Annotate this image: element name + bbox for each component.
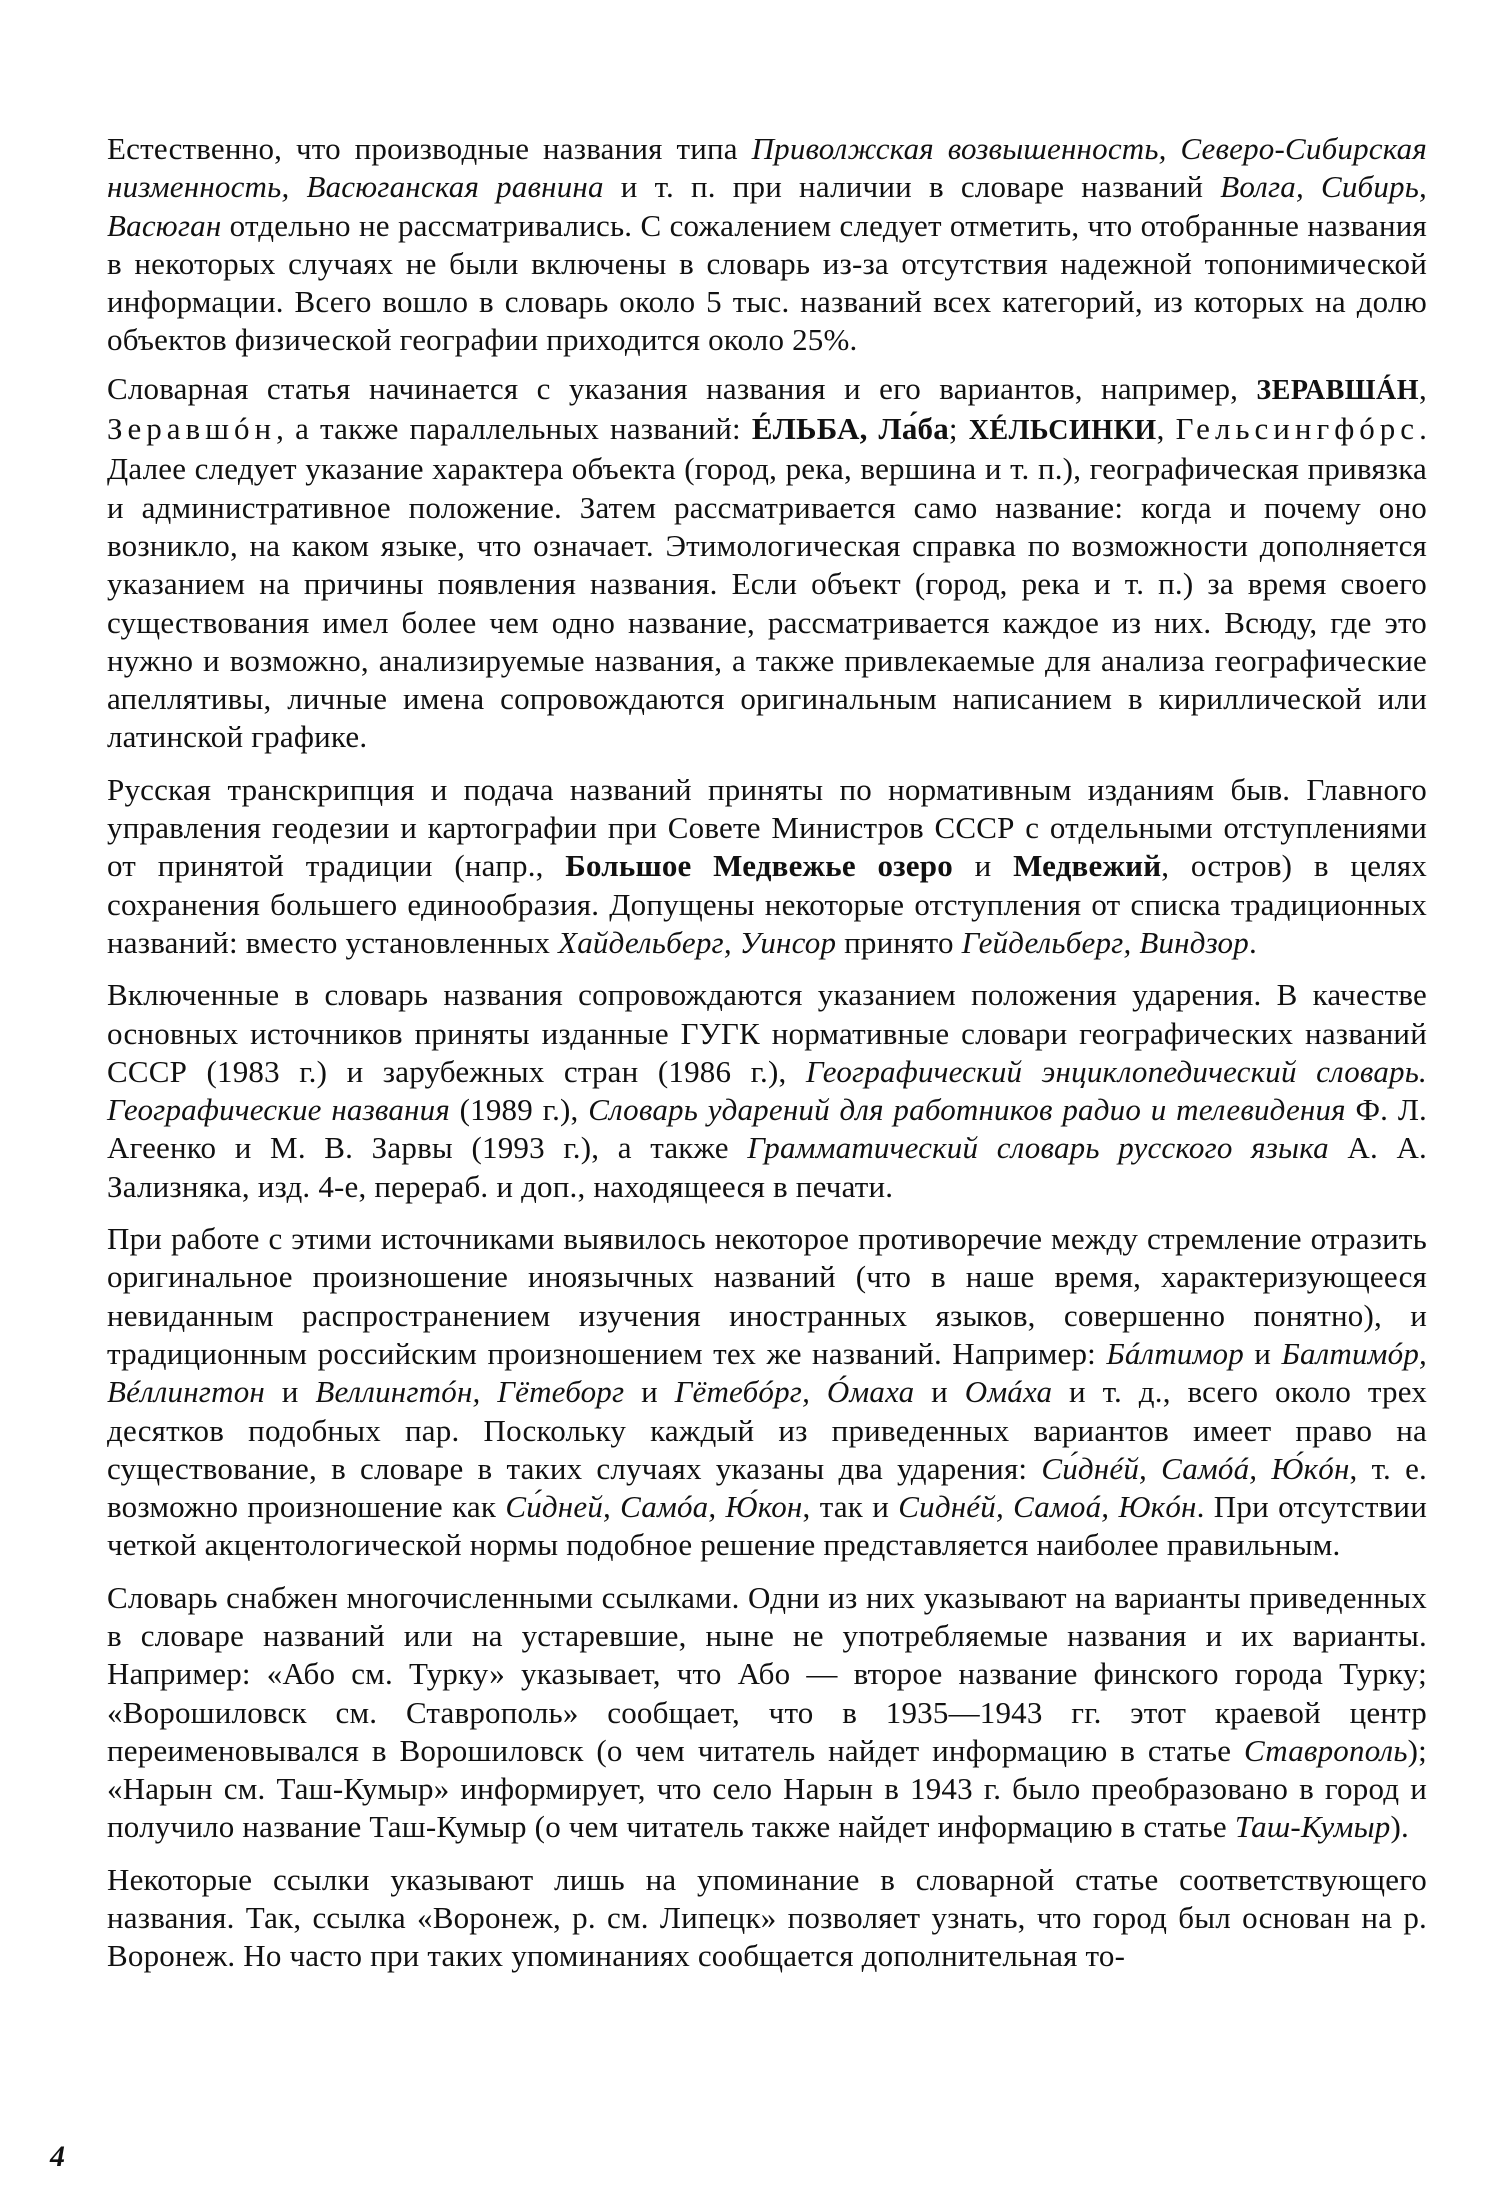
paragraph-5: При работе с этими источниками выявилось некоторое противоречие между стремление отразить оригинальное произношение иноязычных названий (что в наше время, характеризующееся невиданным распространением изучения иностранных языков, совершенно понятно), и традиционным российским произношением тех же названий. Например: Бáлтимор и Балтимóр, Вéллингтон и Веллингтóн, Гётеборг и Гётебóрг, Óмаха и Омáха и т. д., всего около трех десятков подобных пар. Поскольку каждый из приведенных вариантов имеет право на существование, в словаре в таких случаях указаны два ударения: Си́днéй, Самóá, Ю́кóн, т. е. возможно произношение как Си́дней, Самóа, Ю́кон, так и Сиднéй, Самоá, Юкóн. При отсутствии четкой акцентологической нормы подобное решение представляется наиболее правильным. [107, 1221, 1427, 1563]
page-number: 4 [50, 2140, 65, 2173]
paragraph-4: Включенные в словарь названия сопровождаются указанием положения ударения. В качестве основных источников приняты изданные ГУГК нормативные словари географических названий СССР (1983 г.) и зарубежных стран (1986 г.), Географический энциклопедический словарь. Географические названия (1989 г.), Словарь ударений для работников радио и телевидения Ф. Л. Агеенко и М. В. Зарвы (1993 г.), а также Грамматический словарь русского языка А. А. Зализняка, изд. 4-е, перераб. и доп., находящееся в печати. [107, 977, 1428, 1204]
paragraph-6: Словарь снабжен многочисленными ссылками. Одни из них указывают на варианты приведенных в словаре названий или на устаревшие, ныне не употребляемые названия и их варианты. Например: «Або см. Турку» указывает, что Або — второе название финского города Турку; «Ворошиловск см. Ставрополь» сообщает, что в 1935—1943 гг. этот краевой центр переименовывался в Ворошиловск (о чем читатель найдет информацию в статье Ставрополь); «Нарын см. Таш-Кумыр» информирует, что село Нарын в 1943 г. было преобразовано в город и получило название Таш-Кумыр (о чем читатель также найдет информацию в статье Таш-Кумыр). [107, 1579, 1427, 1845]
paragraph-7: Некоторые ссылки указывают лишь на упоминание в словарной статье соответствующего названия. Так, ссылка «Воронеж, р. см. Липецк» позволяет узнать, что город был основан на р. Воронеж. Но часто при таких упоминаниях сообщается дополнительная то- [107, 1861, 1427, 1974]
paragraph-3: Русская транскрипция и подача названий приняты по нормативным изданиям быв. Главного управления геодезии и картографии при Совете Министров СССР с отдельными отступлениями от принятой традиции (напр., Большое Медвежье озеро и Медвежий, остров) в целях сохранения большего единообразия. Допущены некоторые отступления от списка традиционных названий: вместо установленных Хайдельберг, Уинсор принято Гейдельберг, Виндзор. [107, 771, 1427, 960]
paragraph-2: Словарная статья начинается с указания названия и его вариантов, например, ЗЕРАВШÁН, Зеравшóн, а также параллельных названий: ÉЛЬБА, Ла́ба; ХÉЛЬСИНКИ, Гельсингфóрс. Далее следует указание характера объекта (город, река, вершина и т. п.), географическая привязка и административное положение. Затем рассматривается само название: когда и почему оно возникло, на каком языке, что означает. Этимологическая справка по возможности дополняется указанием на причины появления названия. Если объект (город, река и т. п.) за время своего существования имел более чем одно название, рассматривается каждое из них. Всюду, где это нужно и возможно, анализируемые названия, а также привлекаемые для анализа географические апеллятивы, личные имена сопровождаются оригинальным написанием в кириллической или латинской графике. [107, 370, 1428, 755]
document-body [107, 130, 1427, 1990]
paragraph-1: Естественно, что производные названия типа Приволжская возвышенность, Северо-Сибирская низменность, Васюганская равнина и т. п. при наличии в словаре названий Волга, Сибирь, Васюган отдельно не рассматривались. С сожалением следует отметить, что отобранные названия в некоторых случаях не были включены в словарь из-за отсутствия надежной топонимической информации. Всего вошло в словарь около 5 тыс. названий всех категорий, из которых на долю объектов физической географии приходится около 25%. [107, 131, 1428, 358]
